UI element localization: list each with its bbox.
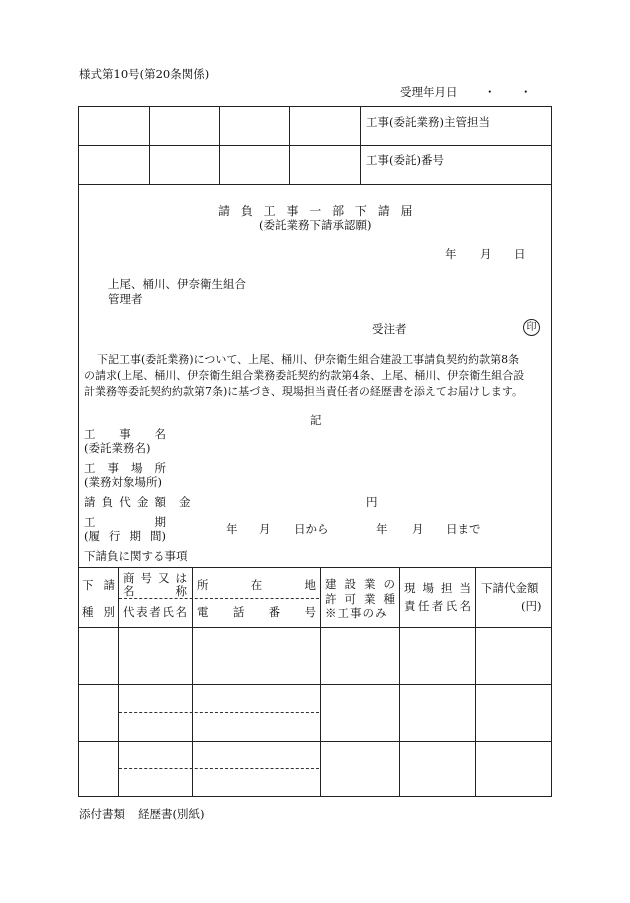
header-phone: 電 話 番 号 <box>197 605 316 619</box>
period-to-day: 日まで <box>446 522 481 536</box>
header-license-note: ※工事のみ <box>325 606 388 620</box>
period-to-month: 月 <box>412 522 424 536</box>
period-from-day: 日から <box>294 522 329 536</box>
contract-number-label: 工事(委託)番号 <box>366 153 444 167</box>
ki-label: 記 <box>310 413 322 427</box>
subcontract-section-label: 下請負に関する事項 <box>84 549 188 563</box>
table-border <box>320 567 321 796</box>
header-subcontract-amount: 下請代金額 <box>481 581 539 595</box>
header-site-manager-line2: 責 任 者 氏 名 <box>404 599 471 613</box>
grid-line <box>289 107 290 184</box>
period-sublabel: (履 行 期 間) <box>84 529 166 543</box>
header-license-line2: 許 可 業 種 <box>325 592 395 606</box>
table-border <box>79 627 551 628</box>
date-year: 年 <box>445 247 457 261</box>
grid-line <box>219 107 220 184</box>
receipt-date-dot: ・ <box>520 85 532 99</box>
table-border <box>192 567 193 796</box>
header-amount-unit: (円) <box>521 599 542 613</box>
grid-line <box>79 184 551 185</box>
period-label: 工 期 <box>84 515 166 529</box>
seal-mark: 印 <box>523 319 540 336</box>
header-subcontract: 下 請 <box>82 578 115 592</box>
project-name-sublabel: (委託業務名) <box>84 441 151 455</box>
form-subtitle: (委託業務下請承認願) <box>259 218 372 232</box>
row-divider <box>119 768 319 769</box>
grid-line <box>149 107 150 184</box>
period-to-year: 年 <box>376 522 388 536</box>
date-day: 日 <box>514 247 526 261</box>
grid-line <box>360 107 361 184</box>
contractor-label: 受注者 <box>372 322 407 336</box>
header-address: 所 在 地 <box>197 578 316 592</box>
table-border <box>475 567 476 796</box>
body-text-line: 下記工事(委託業務)について、上尾、桶川、伊奈衛生組合建設工事請負契約約款第8条 <box>97 353 520 366</box>
header-type: 種 別 <box>82 605 115 619</box>
amount-unit: 円 <box>366 495 378 509</box>
project-name-label: 工 事 名 <box>84 427 166 441</box>
table-border <box>118 567 119 796</box>
header-license-line1: 建 設 業 の <box>325 577 395 591</box>
addressee-line2: 管理者 <box>108 292 143 306</box>
header-name: 名 称 <box>123 584 187 598</box>
table-border <box>79 684 551 685</box>
addressee-line1: 上尾、桶川、伊奈衛生組合 <box>108 277 246 291</box>
table-border <box>79 567 551 568</box>
form-title: 請 負 工 事 一 部 下 請 届 <box>218 204 413 218</box>
header-representative: 代 表 者 氏 名 <box>123 605 187 619</box>
table-border <box>399 567 400 796</box>
body-text-line: の請求(上尾、桶川、伊奈衛生組合業務委託契約約款第4条、上尾、桶川、伊奈衛生組合設 <box>84 369 525 382</box>
receipt-date-label: 受理年月日 <box>400 85 458 99</box>
header-trade-name: 商 号 又 は <box>123 571 187 585</box>
main-department-label: 工事(委託業務)主管担当 <box>366 115 490 129</box>
amount-label: 請 負 代 金 額 <box>84 495 166 509</box>
location-label: 工 事 場 所 <box>84 461 166 475</box>
table-border <box>79 741 551 742</box>
row-divider <box>119 712 319 713</box>
period-from-month: 月 <box>259 522 271 536</box>
period-from-year: 年 <box>226 522 238 536</box>
attachments-label: 添付書類 <box>79 807 125 821</box>
body-text-line: 計業務等委託契約約款第7条)に基づき、現場担当責任者の経歴書を添えてお届けします。 <box>84 385 523 398</box>
amount-prefix: 金 <box>179 495 191 509</box>
receipt-date-dot: ・ <box>484 85 496 99</box>
header-site-manager-line1: 現 場 担 当 <box>404 581 471 595</box>
attachments-value: 経歴書(別紙) <box>138 807 205 821</box>
form-number: 様式第10号(第20条関係) <box>79 67 210 81</box>
date-month: 月 <box>480 247 492 261</box>
location-sublabel: (業務対象場所) <box>84 475 162 489</box>
